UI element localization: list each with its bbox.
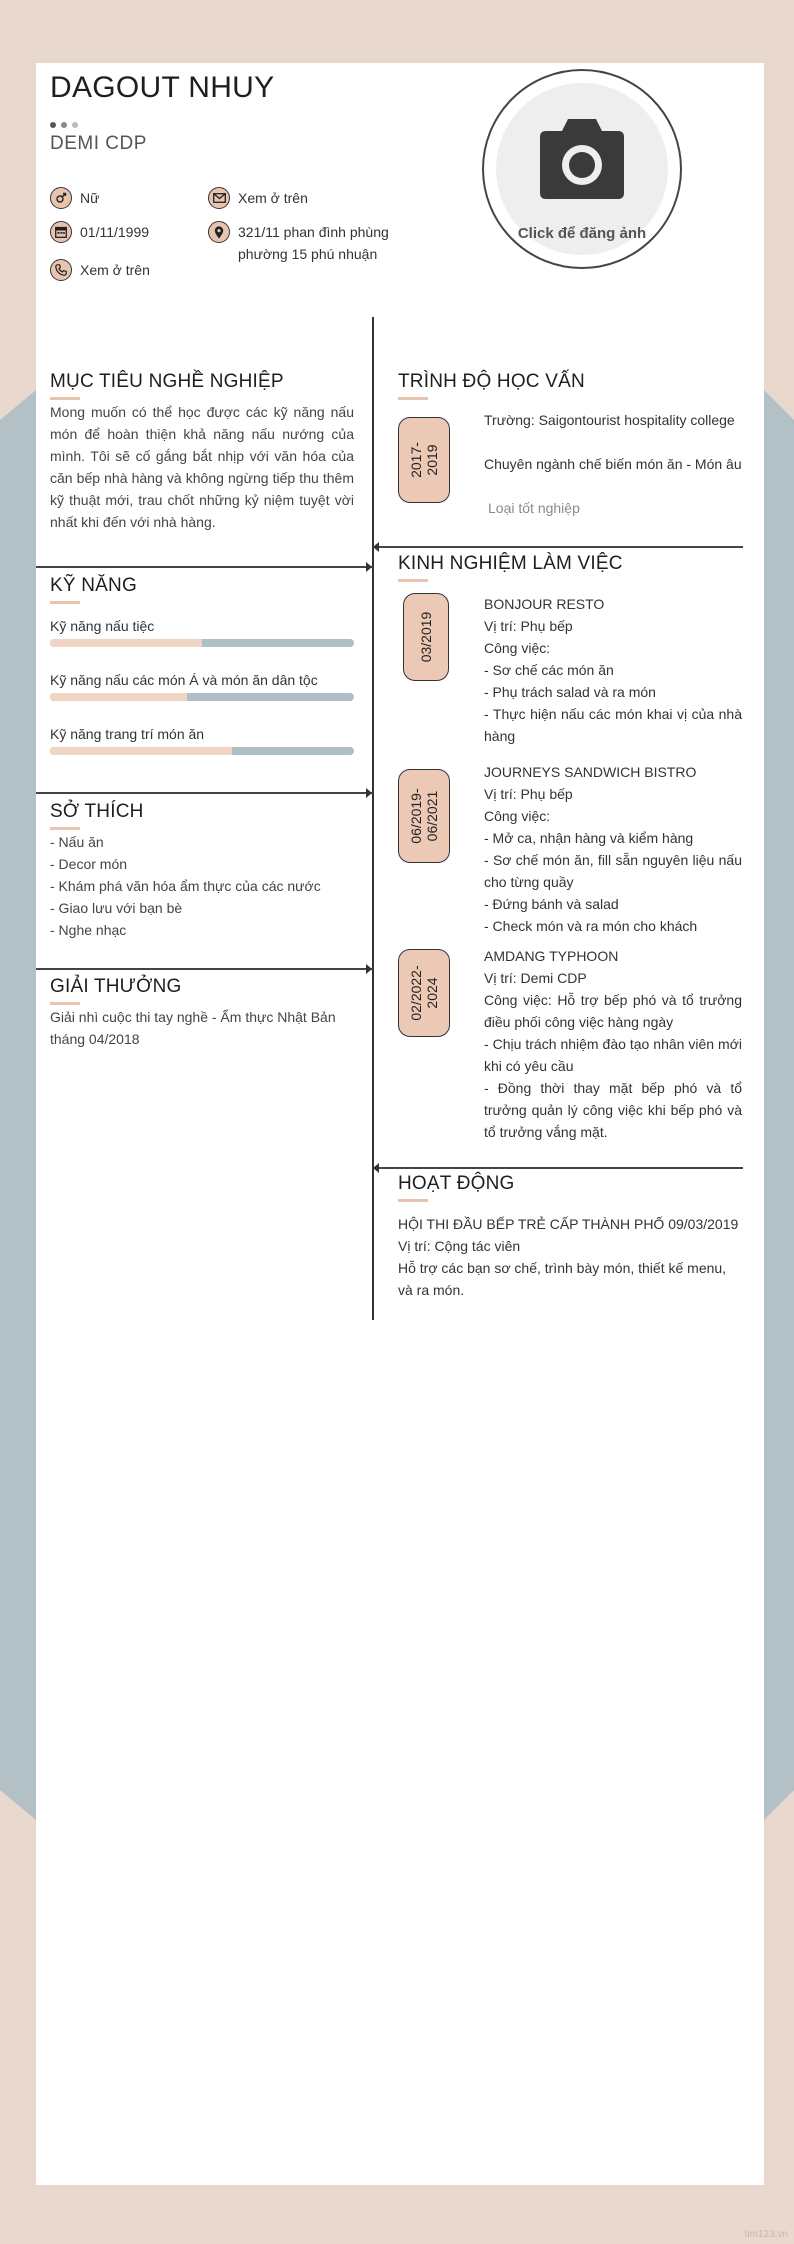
job-duty: - Sơ chế các món ăn	[484, 662, 614, 678]
job-period	[398, 769, 450, 863]
education-title: TRÌNH ĐỘ HỌC VẤN	[398, 371, 585, 392]
divider-experience	[373, 546, 743, 548]
activity-event: HỘI THI ĐẦU BẾP TRẺ CẤP THÀNH PHỐ 09/03/2019	[398, 1216, 739, 1232]
awards-title: GIẢI THƯỞNG	[50, 976, 182, 997]
job-position: Vị trí: Demi CDP	[484, 970, 587, 986]
job-duty: - Đứng bánh và salad	[484, 896, 619, 912]
education-period-text: 2017- 2019	[408, 442, 440, 478]
skills-title: KỸ NĂNG	[50, 575, 137, 596]
divider-skills	[36, 566, 373, 568]
job-company: JOURNEYS SANDWICH BISTRO	[484, 764, 697, 780]
divider-arrow	[366, 562, 372, 572]
gender-text: Nữ	[80, 190, 100, 206]
birthday-text: 01/11/1999	[80, 224, 150, 240]
job-duty: Công việc: Hỗ trợ bếp phó và tổ trưởng điều phối công việc hàng ngày	[484, 992, 742, 1030]
skill-bar-fill	[50, 639, 202, 647]
email-text: Xem ở trên	[238, 190, 308, 206]
watermark: tim123.vn	[744, 2229, 788, 2240]
decorative-dots	[50, 115, 83, 133]
job-period-text: 02/2022- 2024	[408, 965, 440, 1021]
skill-bar-fill	[50, 693, 187, 701]
job-duty: - Đồng thời thay mặt bếp phó và tổ trưởng quản lý công việc khi bếp phó và tổ trưởng vắng mặt.	[484, 1080, 742, 1140]
job-period-text: 06/2019- 06/2021	[408, 788, 440, 844]
phone-icon	[50, 259, 72, 281]
address-line1: 321/11 phan đình phùng	[238, 224, 389, 240]
hobby-item: - Giao lưu với bạn bè	[50, 900, 183, 916]
camera-icon	[538, 117, 626, 201]
job-period	[403, 593, 449, 681]
education-grade: Loại tốt nghiệp	[488, 500, 580, 516]
photo-upload[interactable]	[482, 69, 682, 269]
awards-text: Giải nhì cuộc thi tay nghề - Ẩm thực Nhật Bản tháng 04/2018	[50, 1009, 336, 1047]
title-underline	[50, 601, 80, 604]
divider-activities	[373, 1167, 743, 1169]
job-period	[398, 949, 450, 1037]
title-underline	[398, 397, 428, 400]
job-company: AMDANG TYPHOON	[484, 948, 619, 964]
hobbies-list	[50, 831, 354, 941]
gender-icon	[50, 187, 72, 209]
job-duty: - Thực hiện nấu các món khai vị của nhà hàng	[484, 706, 742, 744]
activity-desc: Hỗ trợ các bạn sơ chế, trình bày món, thiết kế menu, và ra món.	[398, 1260, 727, 1298]
title-underline	[50, 827, 80, 830]
phone-text: Xem ở trên	[80, 262, 150, 278]
calendar-icon	[50, 221, 72, 243]
divider-awards	[36, 968, 373, 970]
job-duty: - Chịu trách nhiệm đào tạo nhân viên mới khi có yêu cầu	[484, 1036, 742, 1074]
divider-arrow	[366, 964, 372, 974]
title-underline	[398, 579, 428, 582]
activities-title: HOẠT ĐỘNG	[398, 1173, 515, 1194]
hobby-item: - Nấu ăn	[50, 834, 104, 850]
job-company: BONJOUR RESTO	[484, 596, 605, 612]
skill-bar	[50, 693, 354, 701]
hobby-item: - Nghe nhạc	[50, 922, 127, 938]
divider-hobbies	[36, 792, 373, 794]
job-duty: - Sơ chế món ăn, fill sẵn nguyên liệu nấu cho từng quầy	[484, 852, 742, 890]
job-duty: Công việc:	[484, 808, 551, 824]
job-position: Vị trí: Phụ bếp	[484, 618, 573, 634]
education-period	[398, 417, 450, 503]
career-goal-text: Mong muốn có thể học được các kỹ năng nấu món để hoàn thiện khả năng nấu nướng của mình. Tôi sẽ cố gắng bắt nhịp với văn hóa của căn bếp nhà hàng và không ngừng tiếp thu thêm kỹ thuật mới, trau chốt những kỷ niệm tuyệt vời nhất khi đến với nhà hàng.	[50, 404, 354, 530]
resume-paper	[36, 63, 764, 2185]
hobbies-title: SỞ THÍCH	[50, 801, 144, 822]
title-underline	[50, 1002, 80, 1005]
photo-placeholder	[496, 83, 668, 255]
hobby-item: - Decor món	[50, 856, 128, 872]
education-school: Trường: Saigontourist hospitality college	[484, 412, 735, 428]
title-underline	[50, 397, 80, 400]
photo-upload-caption: Click để đăng ảnh	[517, 225, 647, 242]
divider-arrow	[366, 788, 372, 798]
job-position: Vị trí: Phụ bếp	[484, 786, 573, 802]
job-entry	[484, 761, 742, 937]
skill-bar-fill	[50, 747, 232, 755]
skill-bar	[50, 747, 354, 755]
job-duty: - Mở ca, nhận hàng và kiểm hàng	[484, 830, 694, 846]
skill-label: Kỹ năng nấu các món Á và món ăn dân tộc	[50, 672, 318, 688]
activity-position: Vị trí: Cộng tác viên	[398, 1238, 521, 1254]
job-duty: Công việc:	[484, 640, 551, 656]
location-icon	[208, 221, 230, 243]
career-goal-title: MỤC TIÊU NGHỀ NGHIỆP	[50, 371, 284, 392]
divider-arrow	[373, 542, 379, 552]
skill-bar	[50, 639, 354, 647]
candidate-name: DAGOUT NHUY	[50, 71, 275, 104]
job-period-text: 03/2019	[418, 611, 434, 663]
skill-label: Kỹ năng nấu tiệc	[50, 618, 155, 634]
email-icon	[208, 187, 230, 209]
experience-title: KINH NGHIỆM LÀM VIỆC	[398, 553, 623, 574]
skill-label: Kỹ năng trang trí món ăn	[50, 726, 205, 742]
activities-entry	[398, 1213, 742, 1301]
education-major: Chuyên ngành chế biến món ăn - Món âu	[484, 456, 742, 472]
divider-arrow	[373, 1163, 379, 1173]
job-duty: - Check món và ra món cho khách	[484, 918, 698, 934]
job-duty: - Phụ trách salad và ra món	[484, 684, 656, 700]
job-entry	[484, 945, 742, 1143]
job-entry	[484, 593, 742, 747]
hobby-item: - Khám phá văn hóa ẩm thực của các nước	[50, 878, 321, 894]
address-line2: phường 15 phú nhuận	[238, 246, 378, 262]
title-underline	[398, 1199, 428, 1202]
candidate-role: DEMI CDP	[50, 133, 147, 154]
